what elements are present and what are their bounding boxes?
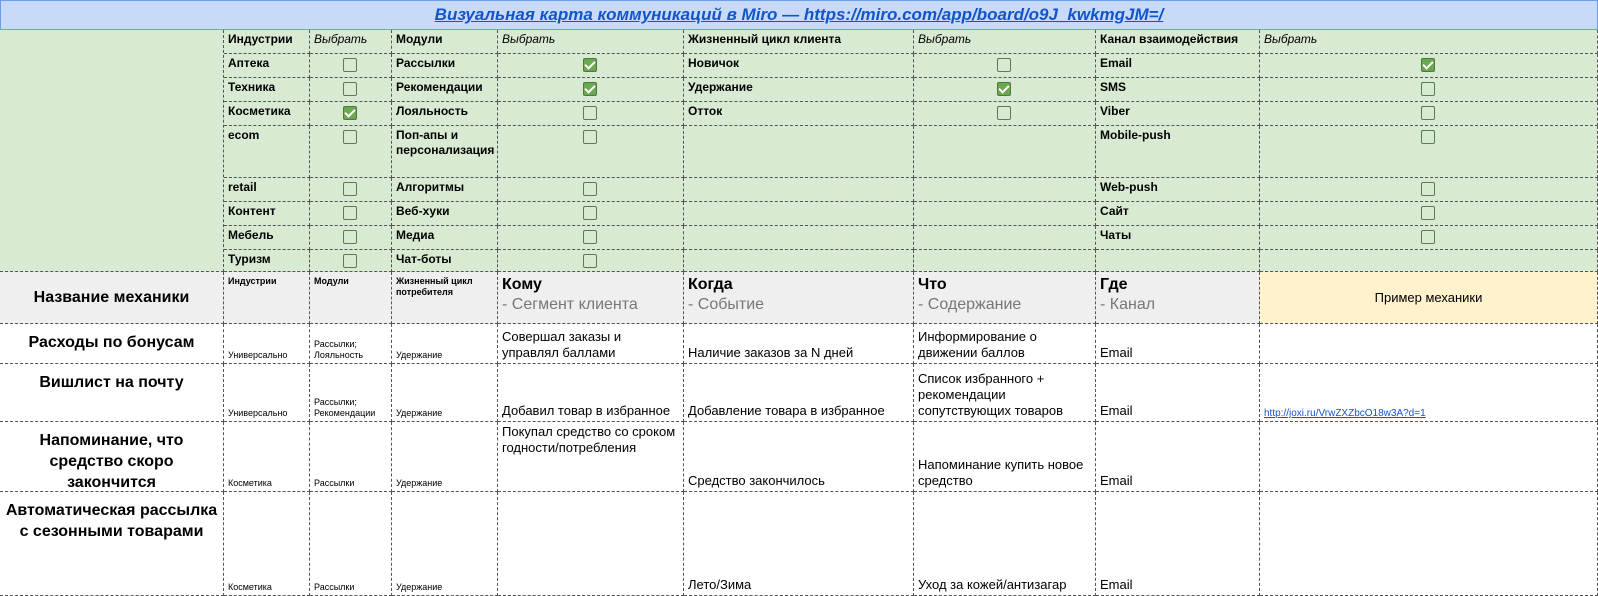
channel-label: Чаты [1096, 226, 1260, 250]
row-modules: Рассылки; Рекомендации [310, 364, 392, 422]
industry-checkbox-cell [310, 54, 392, 78]
row-example [1260, 492, 1598, 596]
channel-checkbox-cell [1260, 78, 1598, 102]
channel-label: Email [1096, 54, 1260, 78]
module-checkbox-cell [498, 54, 684, 78]
module-checkbox[interactable] [583, 254, 597, 268]
filter-spacer [0, 30, 224, 272]
industry-checkbox[interactable] [343, 130, 357, 144]
module-label: Алгоритмы [392, 178, 498, 202]
empty-cell [914, 226, 1096, 250]
row-when: Наличие заказов за N дней [684, 324, 914, 364]
industry-label: retail [224, 178, 310, 202]
module-checkbox[interactable] [583, 206, 597, 220]
industry-checkbox[interactable] [343, 254, 357, 268]
lifecycle-checkbox[interactable] [997, 106, 1011, 120]
header-example: Пример механики [1260, 272, 1598, 324]
row-example [1260, 324, 1598, 364]
empty-cell [1260, 250, 1598, 272]
header-what-title: Что [918, 276, 947, 293]
row-who: Покупал средство со сроком годности/потребления [498, 422, 684, 492]
industry-checkbox[interactable] [343, 182, 357, 196]
module-label: Лояльность [392, 102, 498, 126]
row-modules: Рассылки [310, 422, 392, 492]
industry-label: ecom [224, 126, 310, 178]
empty-cell [684, 126, 914, 178]
row-where: Email [1096, 324, 1260, 364]
module-checkbox-cell [498, 202, 684, 226]
row-modules: Рассылки [310, 492, 392, 596]
row-industry: Косметика [224, 492, 310, 596]
row-example [1260, 422, 1598, 492]
industry-checkbox-cell [310, 102, 392, 126]
module-checkbox-cell [498, 250, 684, 272]
channel-select-label: Выбрать [1260, 30, 1598, 54]
lifecycle-select-label: Выбрать [914, 30, 1096, 54]
industry-label: Техника [224, 78, 310, 102]
row-lifecycle: Удержание [392, 364, 498, 422]
row-lifecycle: Удержание [392, 324, 498, 364]
row-what: Список избранного + рекомендации сопутствующих товаров [914, 364, 1096, 422]
row-modules: Рассылки; Лояльность [310, 324, 392, 364]
channel-checkbox[interactable] [1421, 106, 1435, 120]
header-who-subtitle: - Сегмент клиента [502, 296, 638, 313]
lifecycle-checkbox-cell [914, 78, 1096, 102]
industry-checkbox[interactable] [343, 58, 357, 72]
header-what [914, 272, 1096, 324]
module-label: Поп-апы и персонализация [392, 126, 498, 178]
channel-label: Mobile-push [1096, 126, 1260, 178]
module-checkbox[interactable] [583, 230, 597, 244]
row-industry: Универсально [224, 364, 310, 422]
channel-checkbox-cell [1260, 202, 1598, 226]
industry-checkbox-cell [310, 178, 392, 202]
row-when: Средство закончилось [684, 422, 914, 492]
industry-checkbox[interactable] [343, 106, 357, 120]
lifecycle-checkbox[interactable] [997, 82, 1011, 96]
module-checkbox-cell [498, 178, 684, 202]
empty-cell [914, 250, 1096, 272]
industry-label: Контент [224, 202, 310, 226]
module-checkbox-cell [498, 102, 684, 126]
module-checkbox-cell [498, 78, 684, 102]
industry-checkbox-cell [310, 226, 392, 250]
row-lifecycle: Удержание [392, 422, 498, 492]
row-what: Напоминание купить новое средство [914, 422, 1096, 492]
row-what: Информирование о движении баллов [914, 324, 1096, 364]
header-modules: Модули [310, 272, 392, 324]
filter-panel [0, 30, 1598, 272]
row-who [498, 492, 684, 596]
mechanic-name: Напоминание, что средство скоро закончится [0, 422, 224, 492]
module-header: Модули [392, 30, 498, 54]
lifecycle-label: Новичок [684, 54, 914, 78]
row-where: Email [1096, 364, 1260, 422]
industry-label: Мебель [224, 226, 310, 250]
module-label: Рассылки [392, 54, 498, 78]
header-when [684, 272, 914, 324]
channel-checkbox[interactable] [1421, 130, 1435, 144]
empty-cell [684, 226, 914, 250]
module-checkbox[interactable] [583, 106, 597, 120]
channel-checkbox[interactable] [1421, 206, 1435, 220]
header-mechanic-name: Название механики [0, 272, 224, 324]
header-when-title: Когда [688, 276, 733, 293]
header-what-subtitle: - Содержание [918, 296, 1022, 313]
empty-cell [1096, 250, 1260, 272]
module-checkbox-cell [498, 126, 684, 178]
lifecycle-label: Удержание [684, 78, 914, 102]
lifecycle-label: Отток [684, 102, 914, 126]
module-checkbox[interactable] [583, 58, 597, 72]
module-label: Чат-боты [392, 250, 498, 272]
lifecycle-checkbox[interactable] [997, 58, 1011, 72]
channel-checkbox[interactable] [1421, 182, 1435, 196]
module-checkbox[interactable] [583, 182, 597, 196]
row-where: Email [1096, 492, 1260, 596]
row-where: Email [1096, 422, 1260, 492]
row-lifecycle: Удержание [392, 492, 498, 596]
module-checkbox-cell [498, 226, 684, 250]
module-label: Веб-хуки [392, 202, 498, 226]
header-who-title: Кому [502, 276, 542, 293]
row-example [1260, 364, 1598, 422]
miro-board-link[interactable]: Визуальная карта коммуникаций в Miro — https://miro.com/app/board/o9J_kwkmgJM=/ [434, 5, 1164, 24]
row-what: Уход за кожей/антизагар [914, 492, 1096, 596]
header-where-subtitle: - Канал [1100, 296, 1156, 313]
channel-checkbox-cell [1260, 126, 1598, 178]
channel-header: Канал взаимодействия [1096, 30, 1260, 54]
lifecycle-header: Жизненный цикл клиента [684, 30, 914, 54]
module-checkbox[interactable] [583, 130, 597, 144]
industry-checkbox-cell [310, 78, 392, 102]
module-select-label: Выбрать [498, 30, 684, 54]
mechanic-name: Автоматическая рассылка с сезонными товарами [0, 492, 224, 596]
lifecycle-checkbox-cell [914, 54, 1096, 78]
table-header-row [0, 272, 1598, 324]
channel-checkbox-cell [1260, 102, 1598, 126]
industry-checkbox-cell [310, 202, 392, 226]
channel-checkbox-cell [1260, 178, 1598, 202]
row-industry: Универсально [224, 324, 310, 364]
channel-checkbox[interactable] [1421, 230, 1435, 244]
header-where [1096, 272, 1260, 324]
industry-header: Индустрии [224, 30, 310, 54]
industry-checkbox[interactable] [343, 206, 357, 220]
channel-label: Web-push [1096, 178, 1260, 202]
header-industries: Индустрии [224, 272, 310, 324]
channel-checkbox[interactable] [1421, 58, 1435, 72]
mechanic-name: Расходы по бонусам [0, 324, 224, 364]
empty-cell [684, 178, 914, 202]
example-link[interactable]: http://joxi.ru/VrwZXZbcO18w3A?d=1 [1264, 408, 1426, 419]
row-when: Лето/Зима [684, 492, 914, 596]
industry-checkbox[interactable] [343, 82, 357, 96]
header-lifecycle: Жизненный цикл потребителя [392, 272, 498, 324]
title-bar [0, 0, 1598, 30]
row-when: Добавление товара в избранное [684, 364, 914, 422]
module-label: Рекомендации [392, 78, 498, 102]
header-where-title: Где [1100, 276, 1128, 293]
channel-label: Сайт [1096, 202, 1260, 226]
row-who: Добавил товар в избранное [498, 364, 684, 422]
channel-checkbox[interactable] [1421, 82, 1435, 96]
empty-cell [684, 250, 914, 272]
empty-cell [914, 126, 1096, 178]
empty-cell [914, 178, 1096, 202]
lifecycle-checkbox-cell [914, 102, 1096, 126]
empty-cell [684, 202, 914, 226]
industry-label: Аптека [224, 54, 310, 78]
module-label: Медиа [392, 226, 498, 250]
industry-label: Туризм [224, 250, 310, 272]
industry-select-label: Выбрать [310, 30, 392, 54]
channel-checkbox-cell [1260, 226, 1598, 250]
channel-label: Viber [1096, 102, 1260, 126]
industry-checkbox-cell [310, 250, 392, 272]
industry-checkbox-cell [310, 126, 392, 178]
channel-checkbox-cell [1260, 54, 1598, 78]
industry-label: Косметика [224, 102, 310, 126]
row-who: Совершал заказы и управлял баллами [498, 324, 684, 364]
channel-label: SMS [1096, 78, 1260, 102]
module-checkbox[interactable] [583, 82, 597, 96]
header-when-subtitle: - Событие [688, 296, 765, 313]
mechanic-name: Вишлист на почту [0, 364, 224, 422]
row-industry: Косметика [224, 422, 310, 492]
header-who [498, 272, 684, 324]
empty-cell [914, 202, 1096, 226]
industry-checkbox[interactable] [343, 230, 357, 244]
